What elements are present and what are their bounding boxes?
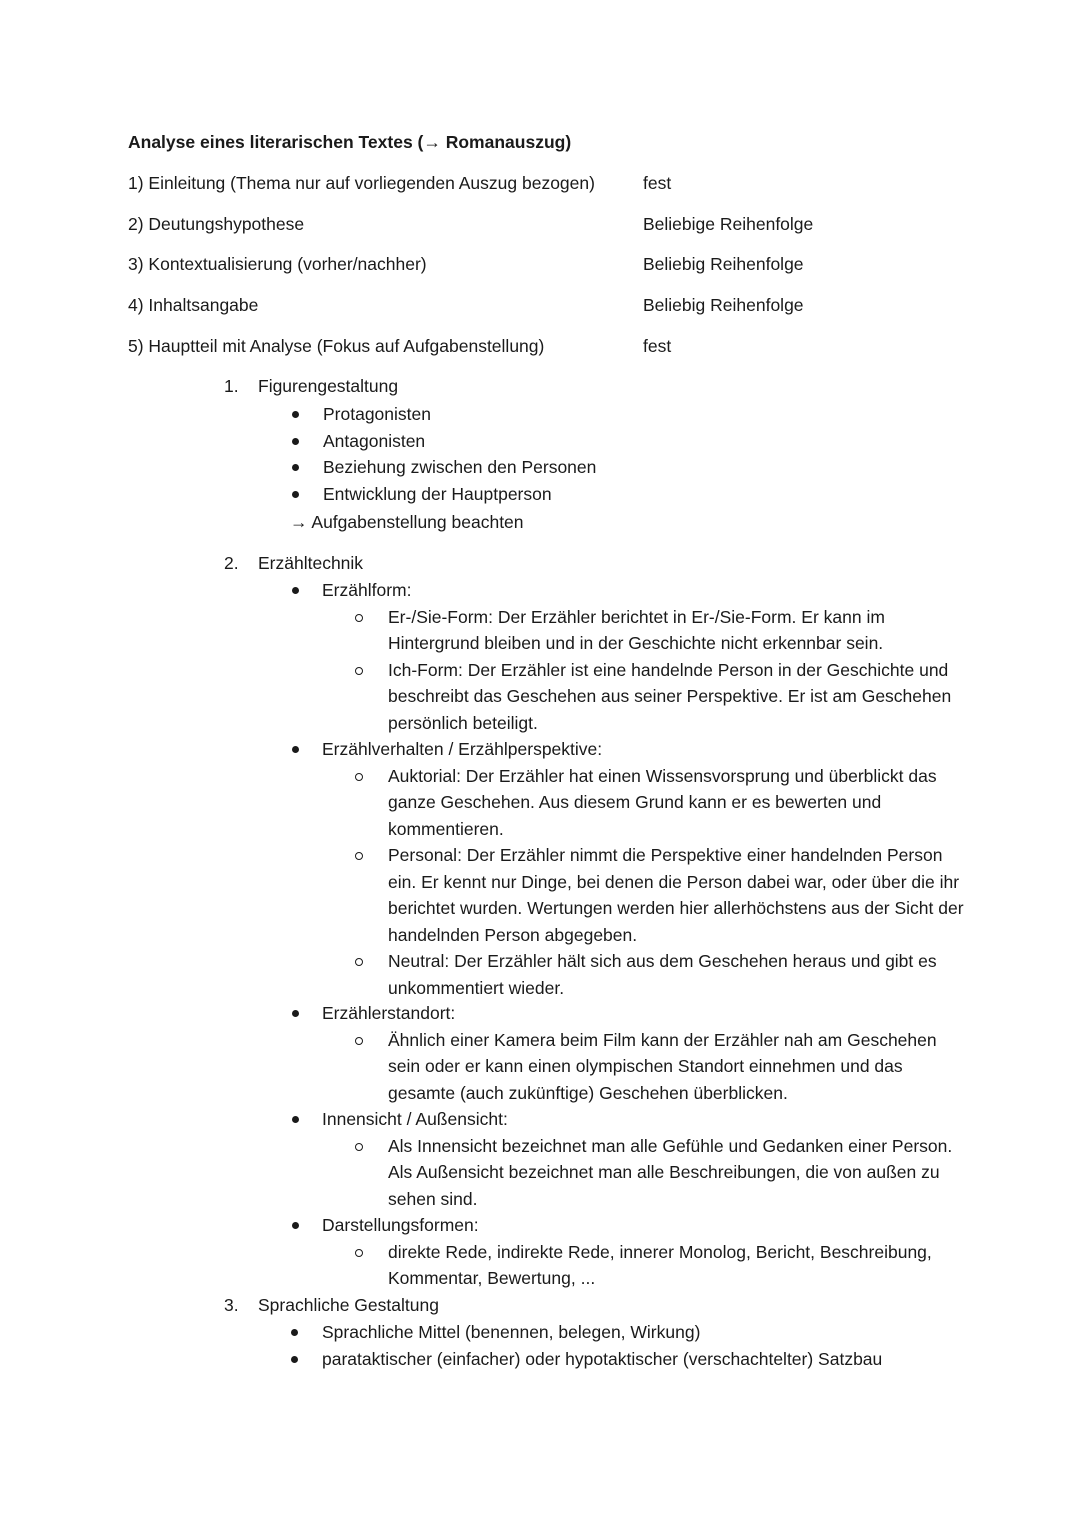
sprache-list bbox=[286, 1319, 882, 1372]
sub-list bbox=[291, 1027, 991, 1107]
part-number: 1. bbox=[224, 376, 239, 396]
section-order: Beliebig Reihenfolge bbox=[643, 295, 804, 315]
document-title: Analyse eines literarischen Textes (→ Romanauszug) bbox=[128, 132, 572, 152]
part-number: 3. bbox=[224, 1295, 239, 1315]
part-title: Sprachliche Gestaltung bbox=[258, 1295, 439, 1315]
part-number: 2. bbox=[224, 553, 239, 573]
figuren-list bbox=[287, 401, 596, 507]
darstellungsformen-group bbox=[291, 1212, 991, 1292]
section-label: 5) Hauptteil mit Analyse (Fokus auf Aufgabenstellung) bbox=[128, 336, 545, 356]
group-heading: Erzählerstandort: bbox=[291, 1000, 991, 1027]
sub-list bbox=[291, 763, 991, 1002]
list-item: Auktorial: Der Erzähler hat einen Wissensvorsprung und überblickt das ganze Geschehen. Aus diesem Grund kann er es bewerten und kommentieren. bbox=[291, 763, 968, 843]
section-order: fest bbox=[643, 173, 672, 193]
sub-list bbox=[291, 1239, 991, 1292]
part-heading-erzaehltechnik bbox=[224, 550, 363, 577]
section-label: 1) Einleitung (Thema nur auf vorliegenden Auszug bezogen) bbox=[128, 173, 595, 193]
section-label: 2) Deutungshypothese bbox=[128, 214, 305, 234]
list-item: Als Innensicht bezeichnet man alle Gefühle und Gedanken einer Person. Als Außensicht bezeichnet man alle Beschreibungen, die von außen zu sehen sind. bbox=[291, 1133, 968, 1213]
part-heading-figurengestaltung bbox=[224, 373, 398, 400]
list-item: Er-/Sie-Form: Der Erzähler berichtet in Er-/Sie-Form. Er kann im Hintergrund bleiben und in der Geschichte nicht erkennbar sein. bbox=[291, 604, 968, 657]
erzaehlverhalten-group bbox=[291, 736, 991, 1001]
section-order: Beliebig Reihenfolge bbox=[643, 254, 804, 274]
part-title: Figurengestaltung bbox=[258, 376, 399, 396]
list-item: Neutral: Der Erzähler hält sich aus dem Geschehen heraus und gibt es unkommentiert wieder. bbox=[291, 948, 968, 1001]
section-order: Beliebige Reihenfolge bbox=[643, 214, 814, 234]
list-item: parataktischer (einfacher) oder hypotaktischer (verschachtelter) Satzbau bbox=[286, 1346, 882, 1373]
sub-list bbox=[291, 604, 991, 737]
section-row bbox=[128, 211, 988, 238]
list-item: Beziehung zwischen den Personen bbox=[287, 454, 596, 481]
list-item: Ich-Form: Der Erzähler ist eine handelnde Person in der Geschichte und beschreibt das Geschehen aus seiner Perspektive. Er ist am Geschehen persönlich beteiligt. bbox=[291, 657, 968, 737]
erzaehlerstandort-group bbox=[291, 1000, 991, 1106]
erzaehlform-group bbox=[291, 577, 991, 736]
group-heading: Darstellungsformen: bbox=[291, 1212, 991, 1239]
task-note: → Aufgabenstellung beachten bbox=[290, 512, 524, 532]
section-label: 3) Kontextualisierung (vorher/nachher) bbox=[128, 254, 427, 274]
part-heading-sprachliche-gestaltung bbox=[224, 1292, 439, 1319]
sub-list bbox=[291, 1133, 991, 1213]
part-title: Erzähltechnik bbox=[258, 553, 364, 573]
list-item: Ähnlich einer Kamera beim Film kann der Erzähler nah am Geschehen sein oder er kann einen olympischen Standort einnehmen und das gesamte (auch zukünftige) Geschehen überblicken. bbox=[291, 1027, 968, 1107]
section-label: 4) Inhaltsangabe bbox=[128, 295, 259, 315]
list-item: Entwicklung der Hauptperson bbox=[287, 481, 596, 508]
section-row bbox=[128, 333, 988, 360]
section-row bbox=[128, 292, 988, 319]
list-item: Protagonisten bbox=[287, 401, 596, 428]
list-item: Sprachliche Mittel (benennen, belegen, Wirkung) bbox=[286, 1319, 882, 1346]
group-heading: Erzählverhalten / Erzählperspektive: bbox=[291, 736, 991, 763]
list-item: Antagonisten bbox=[287, 428, 596, 455]
section-row bbox=[128, 170, 988, 197]
section-order: fest bbox=[643, 336, 672, 356]
group-heading: Innensicht / Außensicht: bbox=[291, 1106, 991, 1133]
group-heading: Erzählform: bbox=[291, 577, 991, 604]
list-item: Personal: Der Erzähler nimmt die Perspektive einer handelnden Person ein. Er kennt nur Dinge, bei denen die Person dabei war, oder über die ihr berichtet wurden. Wertungen werden hier allerhöchstens aus der Sicht der handelnden Person abgegeben. bbox=[291, 842, 968, 948]
list-item: direkte Rede, indirekte Rede, innerer Monolog, Bericht, Beschreibung, Kommentar, Bewertung, ... bbox=[291, 1239, 968, 1292]
innensicht-group bbox=[291, 1106, 991, 1212]
section-row bbox=[128, 251, 988, 278]
